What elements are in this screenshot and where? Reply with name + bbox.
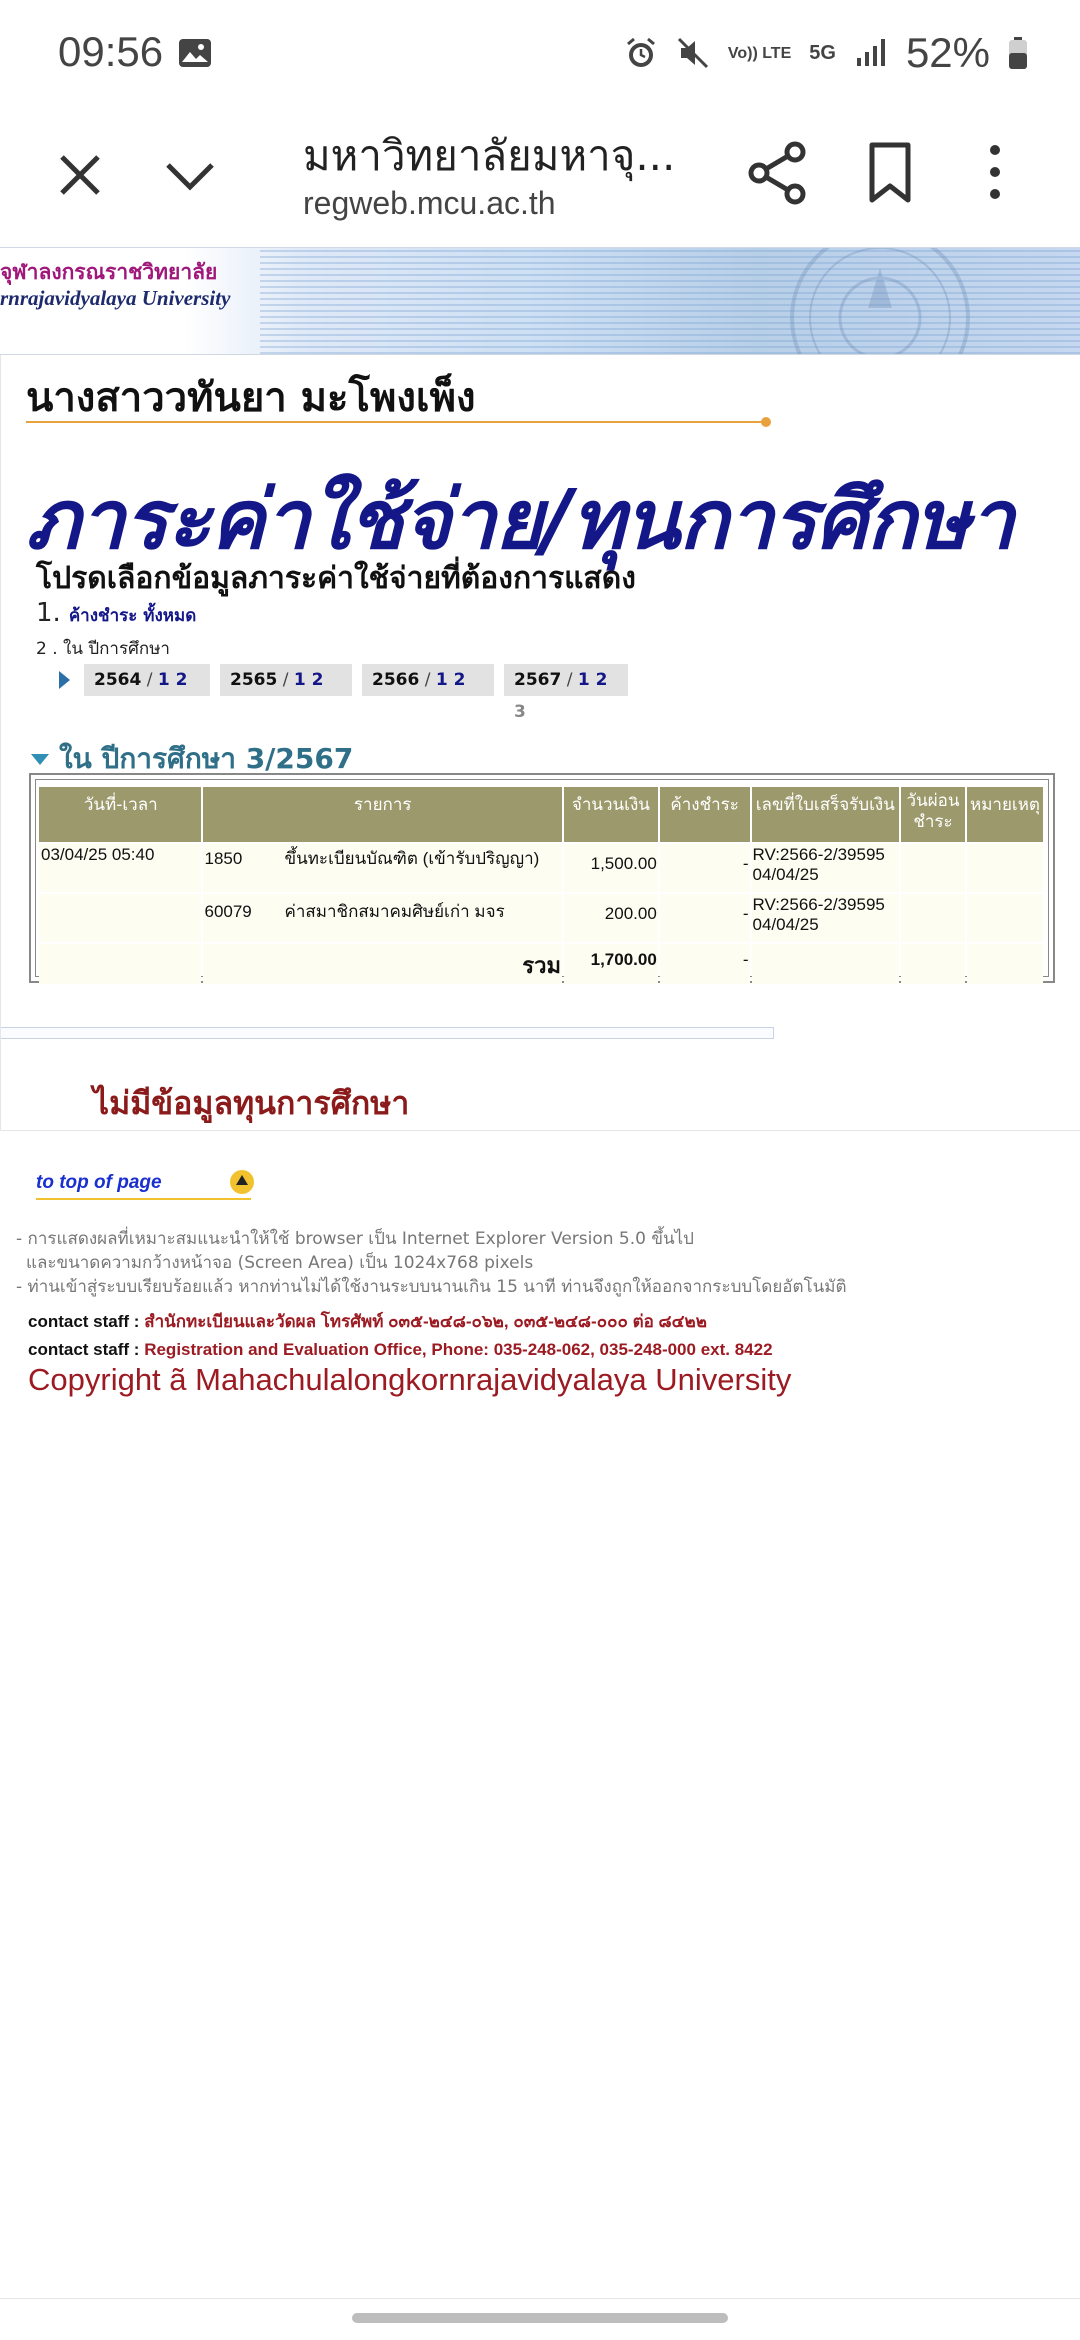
year-button-2567: 2567 / 1 2 3 xyxy=(504,664,628,696)
semester-link[interactable]: 1 xyxy=(577,670,590,690)
up-arrow-icon xyxy=(230,1170,254,1194)
total-outstanding: - xyxy=(660,944,750,984)
cell-amount: 1,500.00 xyxy=(564,844,658,892)
gesture-nav-bar[interactable] xyxy=(352,2313,728,2323)
university-banner xyxy=(0,247,1080,355)
cell-note xyxy=(967,844,1043,892)
fees-table-frame xyxy=(29,773,1055,983)
year-selector xyxy=(59,663,628,722)
header-item: รายการ xyxy=(203,787,561,842)
cell-note xyxy=(967,894,1043,942)
cell-item xyxy=(203,844,561,892)
table-header-row xyxy=(39,787,1043,842)
cell-amount: 200.00 xyxy=(564,894,658,942)
volte-indicator: Vo)) LTE xyxy=(727,44,792,62)
student-name: นางสาววทันยา มะโพงเพ็ง xyxy=(26,375,476,421)
total-empty-cell xyxy=(39,944,201,984)
cell-receipt xyxy=(752,844,900,892)
battery-icon xyxy=(1008,36,1028,70)
item-code: 1850 xyxy=(204,849,243,868)
option-by-year-label: 2 . ใน ปีการศึกษา xyxy=(36,639,170,659)
table-row xyxy=(39,894,1043,942)
to-top-label: to top of page xyxy=(36,1172,162,1193)
semester-current: 3 xyxy=(514,702,526,722)
option-outstanding xyxy=(36,598,196,629)
header-note: หมายเหตุ xyxy=(967,787,1043,842)
item-description: ค่าสมาชิกสมาคมศิษย์เก่า มจร xyxy=(284,902,505,921)
semester-link[interactable]: 1 xyxy=(157,670,170,690)
status-time: 09:56 xyxy=(58,28,164,75)
item-code: 60079 xyxy=(204,902,252,921)
total-empty-cell xyxy=(901,944,965,984)
nav-divider xyxy=(0,2298,1080,2299)
semester-link[interactable]: 2 xyxy=(175,670,188,690)
receipt-number: RV:2566-2/39595 xyxy=(752,845,885,864)
semester-link[interactable]: 2 xyxy=(311,670,324,690)
alarm-icon xyxy=(624,36,658,70)
contact-english xyxy=(28,1340,773,1360)
table-row xyxy=(39,844,1043,892)
scroll-divider xyxy=(1,1027,774,1039)
header-installment: วันผ่อน ชำระ xyxy=(901,787,965,842)
image-notification-icon xyxy=(178,38,212,68)
year-label: 2567 xyxy=(514,670,562,690)
year-button-2565: 2565 / 1 2 xyxy=(220,664,352,696)
semester-link[interactable]: 2 xyxy=(595,670,608,690)
status-bar xyxy=(0,0,1080,105)
bookmark-icon[interactable] xyxy=(860,140,920,205)
receipt-date: 04/04/25 xyxy=(752,865,819,884)
option-number: 1. xyxy=(36,598,61,628)
total-amount: 1,700.00 xyxy=(564,944,658,984)
contact-label: contact staff : xyxy=(28,1312,140,1331)
copyright: Copyright ã Mahachulalongkornrajavidyalaya University xyxy=(28,1362,792,1397)
page-tab-title[interactable]: มหาวิทยาลัยมหาจุ... xyxy=(303,131,676,180)
cell-outstanding: - xyxy=(660,844,750,892)
header-datetime: วันที่-เวลา xyxy=(39,787,201,842)
year-button-2566: 2566 / 1 2 xyxy=(362,664,494,696)
year-button-2564: 2564 / 1 2 xyxy=(84,664,210,696)
network-type: 5G xyxy=(809,42,836,64)
cell-outstanding: - xyxy=(660,894,750,942)
to-top-of-page-link[interactable] xyxy=(30,1168,260,1210)
university-seal-icon xyxy=(760,247,1000,355)
header-outstanding: ค้างชำระ xyxy=(660,787,750,842)
banner-english-text: rnrajavidyalaya University xyxy=(0,286,231,310)
contact-thai xyxy=(28,1308,707,1335)
cell-installment xyxy=(901,894,965,942)
battery-percent: 52% xyxy=(905,29,990,76)
session-note: - ท่านเข้าสู่ระบบเรียบร้อยแล้ว หากท่านไม่ได้ใช้งานระบบนานเกิน 15 นาที ท่านจึงถูกให้ออกจากระบบโดยอัตโนมัติ xyxy=(16,1277,847,1297)
chevron-down-icon[interactable] xyxy=(160,145,220,205)
to-top-underline xyxy=(36,1198,251,1200)
more-options-icon[interactable] xyxy=(975,140,1015,205)
signal-icon xyxy=(854,36,888,70)
name-underline-dot xyxy=(761,417,771,427)
semester-link[interactable]: 1 xyxy=(435,670,448,690)
banner-thai-text: จุฬาลงกรณราชวิทยาลัย xyxy=(0,260,218,284)
url-bar[interactable]: regweb.mcu.ac.th xyxy=(303,185,556,221)
item-description: ขึ้นทะเบียนบัณฑิต (เข้ารับปริญญา) xyxy=(284,849,540,868)
fees-table xyxy=(37,785,1045,986)
cell-item xyxy=(203,894,561,942)
expand-triangle-icon xyxy=(31,754,49,765)
total-row xyxy=(39,944,1043,984)
cell-datetime xyxy=(39,894,201,942)
total-empty-cell xyxy=(967,944,1043,984)
receipt-number: RV:2566-2/39595 xyxy=(752,895,885,914)
page-title: ภาระค่าใช้จ่าย/ทุนการศึกษา xyxy=(26,473,1014,568)
share-icon[interactable] xyxy=(745,140,810,205)
receipt-date: 04/04/25 xyxy=(752,915,819,934)
cell-installment xyxy=(901,844,965,892)
browser-note-2: และขนาดความกว้างหน้าจอ (Screen Area) เป็น 1024x768 pixels xyxy=(26,1253,534,1273)
year-label: 2566 xyxy=(372,670,420,690)
play-arrow-icon xyxy=(59,671,70,689)
cell-receipt xyxy=(752,894,900,942)
semester-link[interactable]: 2 xyxy=(453,670,466,690)
outstanding-all-link[interactable]: ค้างชำระ ทั้งหมด xyxy=(68,606,197,626)
year-label: 2564 xyxy=(94,670,142,690)
mute-icon xyxy=(676,36,710,70)
close-icon[interactable] xyxy=(50,145,110,205)
total-label: รวม xyxy=(203,944,561,984)
status-icons xyxy=(624,28,1028,78)
header-amount: จำนวนเงิน xyxy=(564,787,658,842)
year-label: 2565 xyxy=(230,670,278,690)
no-scholarship-message: ไม่มีข้อมูลทุนการศึกษา xyxy=(93,1084,410,1122)
section-heading-text: ใน ปีการศึกษา 3/2567 xyxy=(59,742,354,775)
total-empty-cell xyxy=(752,944,900,984)
contact-thai-text: สำนักทะเบียนและวัดผล โทรศัพท์ ๐๓๕-๒๔๘-๐๖๒, ๐๓๕-๒๔๘-๐๐๐ ต่อ ๘๔๒๒ xyxy=(144,1312,707,1331)
name-underline xyxy=(26,421,766,423)
browser-note-1: - การแสดงผลที่เหมาะสมแนะนำให้ใช้ browser เป็น Internet Explorer Version 5.0 ขึ้นไป xyxy=(16,1229,694,1249)
main-content xyxy=(0,355,1080,1131)
header-receipt: เลขที่ใบเสร็จรับเงิน xyxy=(752,787,900,842)
semester-link[interactable]: 1 xyxy=(293,670,306,690)
browser-toolbar xyxy=(0,105,1080,245)
contact-label: contact staff : xyxy=(28,1340,140,1359)
contact-english-text: Registration and Evaluation Office, Phone: 035-248-062, 035-248-000 ext. 8422 xyxy=(144,1340,773,1359)
cell-datetime: 03/04/25 05:40 xyxy=(39,844,201,892)
select-heading: โปรดเลือกข้อมูลภาระค่าใช้จ่ายที่ต้องการแสดง xyxy=(36,561,636,596)
